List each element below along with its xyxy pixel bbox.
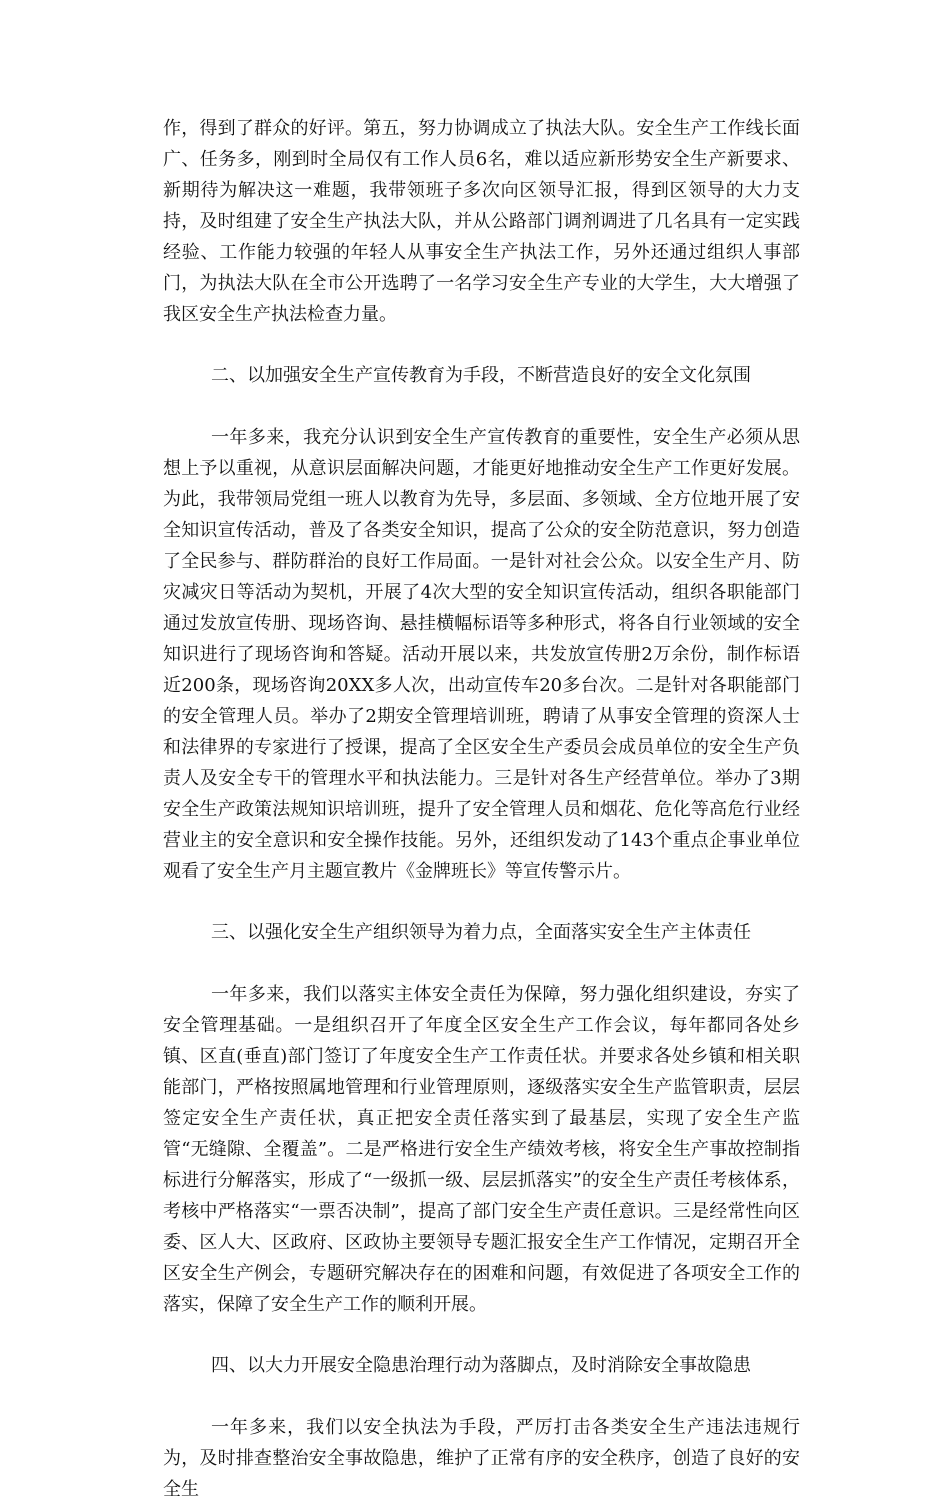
paragraph-spacer <box>163 391 800 422</box>
paragraph-spacer <box>163 330 800 360</box>
paragraph-publicity: 一年多来，我充分认识到安全生产宣传教育的重要性，安全生产必须从思想上予以重视，从意识层面解决问题，才能更好地推动安全生产工作更好发展。为此，我带领局党组一班人以教育为先导，多层面、多领域、全方位地开展了安全知识宣传活动，普及了各类安全知识，提高了公众的安全防范意识，努力创造了全民参与、群防群治的良好工作局面。一是针对社会公众。以安全生产月、防灾减灾日等活动为契机，开展了4次大型的安全知识宣传活动，组织各职能部门通过发放宣传册、现场咨询、悬挂横幅标语等多种形式，将各自行业领域的安全知识进行了现场咨询和答疑。活动开展以来，共发放宣传册2万余份，制作标语近200条，现场咨询20XX多人次，出动宣传车20多台次。二是针对各职能部门的安全管理人员。举办了2期安全管理培训班，聘请了从事安全管理的资深人士和法律界的专家进行了授课，提高了全区安全生产委员会成员单位的安全生产负责人及安全专干的管理水平和执法能力。三是针对各生产经营单位。举办了3期安全生产政策法规知识培训班，提升了安全管理人员和烟花、危化等高危行业经营业主的安全意识和安全操作技能。另外，还组织发动了143个重点企事业单位观看了安全生产月主题宣教片《金牌班长》等宣传警示片。 <box>163 427 800 882</box>
paragraph-spacer <box>163 948 800 979</box>
section-heading-leadership: 三、以强化安全生产组织领导为着力点，全面落实安全生产主体责任 <box>211 922 751 943</box>
document-body <box>163 113 800 1505</box>
paragraph-execution-team: 作，得到了群众的好评。第五，努力协调成立了执法大队。安全生产工作线长面广、任务多，刚到时全局仅有工作人员6名，难以适应新形势安全生产新要求、新期待为解决这一难题，我带领班子多次向区领导汇报，得到区领导的大力支持，及时组建了安全生产执法大队，并从公路部门调剂调进了几名具有一定实践经验、工作能力较强的年轻人从事安全生产执法工作，另外还通过组织人事部门，为执法大队在全市公开选聘了一名学习安全生产专业的大学生，大大增强了我区安全生产执法检查力量。 <box>163 118 800 325</box>
paragraph-hazard: 一年多来，我们以安全执法为手段，严厉打击各类安全生产违法违规行为，及时排查整治安全事故隐患，维护了正常有序的安全秩序，创造了良好的安全生 <box>163 1417 800 1500</box>
paragraph-spacer <box>163 1381 800 1412</box>
section-heading-hazard: 四、以大力开展安全隐患治理行动为落脚点，及时消除安全事故隐患 <box>211 1355 751 1376</box>
paragraph-spacer <box>163 1320 800 1350</box>
paragraph-spacer <box>163 887 800 917</box>
paragraph-leadership: 一年多来，我们以落实主体安全责任为保障，努力强化组织建设，夯实了安全管理基础。一是组织召开了年度全区安全生产工作会议，每年都同各处乡镇、区直(垂直)部门签订了年度安全生产工作责任状。并要求各处乡镇和相关职能部门，严格按照属地管理和行业管理原则，逐级落实安全生产监管职责，层层签定安全生产责任状，真正把安全责任落实到了最基层，实现了安全生产监管“无缝隙、全覆盖”。二是严格进行安全生产绩效考核，将安全生产事故控制指标进行分解落实，形成了“一级抓一级、层层抓落实”的安全生产责任考核体系，考核中严格落实“一票否决制”，提高了部门安全生产责任意识。三是经常性向区委、区人大、区政府、区政协主要领导专题汇报安全生产工作情况，定期召开全区安全生产例会，专题研究解决存在的困难和问题，有效促进了各项安全工作的落实，保障了安全生产工作的顺利开展。 <box>163 984 800 1315</box>
section-heading-publicity: 二、以加强安全生产宣传教育为手段，不断营造良好的安全文化氛围 <box>211 365 751 386</box>
